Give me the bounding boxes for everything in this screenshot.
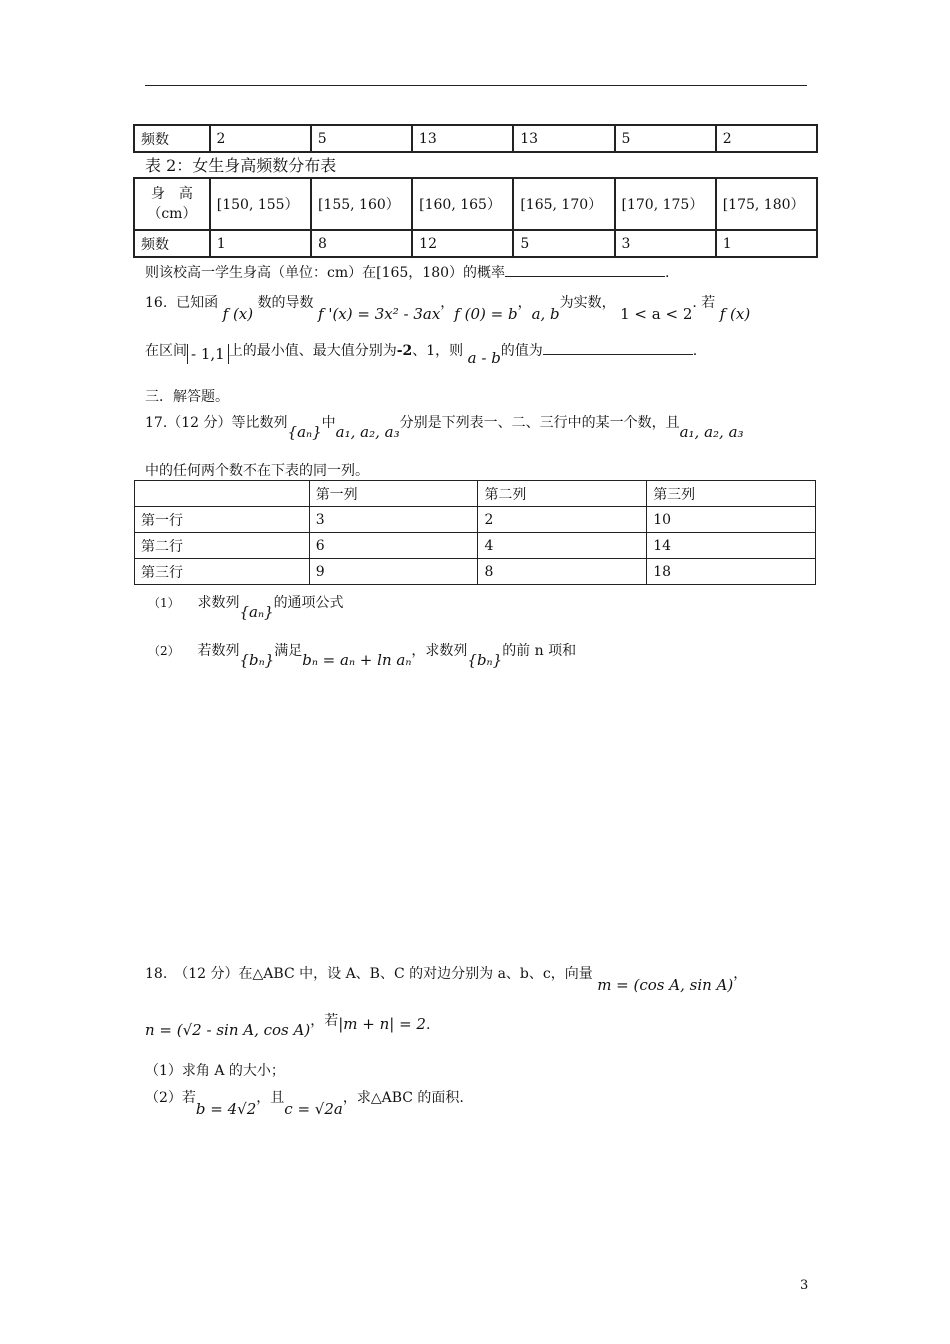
q17-cell: 3 (309, 507, 478, 533)
q17-cell: 4 (478, 533, 647, 559)
table1-cell: 13 (412, 125, 513, 152)
table2-header-height: 身 高 (150, 186, 193, 202)
q16-end: . (692, 343, 698, 359)
q18-dot: . (425, 1017, 431, 1033)
q16-interval-bracket (187, 344, 229, 364)
q16-text: 在区间 (145, 343, 187, 359)
q18-text: 18. （12 分）在△ABC 中，设 A、B、C 的对边分别为 a、b、c，向量 (145, 966, 593, 982)
q17-part1-an: {aₙ} (239, 603, 274, 621)
table1-frequency-row (133, 124, 818, 153)
q17-text: 17.（12 分）等比数列 (145, 415, 288, 431)
q17-a123: a₁, a₂, a₃ (335, 423, 400, 441)
q17-part2-text: 满足 (274, 643, 303, 659)
q16-text: 上的最小值、最大值分别为 (228, 343, 397, 359)
q18-part2-text: ，且 (256, 1090, 285, 1106)
q17-cell: 6 (309, 533, 478, 559)
q17-cell: 9 (309, 559, 478, 585)
table1-cell: 13 (513, 125, 614, 152)
table2-range: [175, 180） (716, 178, 817, 230)
table2-header-unit: （cm） (147, 206, 197, 222)
table2-header-cell (134, 178, 210, 230)
q17-line2: 中的任何两个数不在下表的同一列。 (145, 463, 369, 479)
table2-caption: 表 2：女生身高频数分布表 (145, 156, 337, 175)
q17-text: 中 (321, 415, 336, 431)
table2-range: [170, 175） (615, 178, 716, 230)
q16-interval: - 1,1 (191, 345, 225, 363)
table2-freq: 5 (513, 230, 614, 257)
q18-line1 (145, 963, 748, 994)
q16-comma: ， (517, 295, 532, 311)
q17-table (134, 480, 816, 585)
q17-cell: 第二行 (135, 533, 310, 559)
q17-cell: 2 (478, 507, 647, 533)
q17-part2-bn2: {bₙ} (467, 651, 503, 669)
q18-comma: ， (733, 966, 748, 982)
q16-number: 16. (145, 295, 168, 311)
q16-text: 、1，则 (412, 343, 464, 359)
q16-ab: a, b (531, 305, 560, 323)
q18-vector-n: n = (√2 - sin A, cos A) (145, 1021, 311, 1039)
q18-text: ，若 (310, 1013, 339, 1029)
q18-part2 (145, 1087, 464, 1118)
q18-c-value: c = √2a (284, 1100, 343, 1118)
table1-cell: 5 (311, 125, 412, 152)
q18-line2 (145, 1013, 431, 1040)
q18-part1: （1）求角 A 的大小； (145, 1063, 285, 1079)
q17-part1 (148, 592, 344, 621)
q17-header-cell (135, 481, 310, 507)
table2-freq-label: 频数 (134, 230, 210, 257)
q16-text: . 若 (692, 295, 716, 311)
q18-vector-m: m = (cos A, sin A) (597, 976, 734, 994)
q16-f0: f (0) = b (454, 305, 518, 323)
q17-an: {aₙ} (287, 423, 322, 441)
q15-tail-line (145, 262, 669, 282)
q17-part2-bn: {bₙ} (239, 651, 275, 669)
q17-part1-end: 的通项公式 (273, 595, 344, 611)
q17-part2-end: 的前 n 项和 (502, 643, 577, 659)
section-heading: 三．解答题。 (145, 389, 229, 405)
table2-freq: 1 (716, 230, 817, 257)
table1-freq-label: 频数 (134, 125, 210, 152)
q17-text: 分别是下列表一、二、三行中的某一个数，且 (399, 415, 680, 431)
q17-cell: 第三行 (135, 559, 310, 585)
q17-a123b: a₁, a₂, a₃ (679, 423, 744, 441)
table2-freq: 1 (210, 230, 311, 257)
table2-freq: 12 (412, 230, 513, 257)
q17-header-cell: 第三列 (647, 481, 816, 507)
q16-text: 数的导数 (257, 295, 314, 311)
table2-freq: 3 (615, 230, 716, 257)
q17-part2-text: ，求数列 (411, 643, 468, 659)
table2-height-distribution (133, 177, 818, 258)
q16-text: 已知函 (176, 295, 219, 311)
q15-end: . (665, 265, 670, 281)
q16-line2 (145, 340, 698, 367)
q17-part1-number: （1） (148, 596, 180, 610)
q17-header-cell: 第二列 (478, 481, 647, 507)
q17-line1 (145, 412, 744, 441)
q16-line1 (145, 292, 751, 323)
table1-cell: 2 (210, 125, 311, 152)
q18-condition: |m + n| = 2 (338, 1015, 426, 1033)
table1-cell: 2 (716, 125, 817, 152)
page-number: 3 (800, 1278, 809, 1293)
q18-part2-end: ，求△ABC 的面积. (342, 1090, 464, 1106)
q16-minval: -2 (396, 343, 413, 359)
answer-blank (543, 354, 693, 355)
table2-range: [155, 160） (311, 178, 412, 230)
q17-part2 (148, 640, 577, 669)
table2-freq: 8 (311, 230, 412, 257)
q17-cell: 10 (647, 507, 816, 533)
q16-text: 为实数， (559, 295, 616, 311)
q17-cell: 14 (647, 533, 816, 559)
table1-cell: 5 (615, 125, 716, 152)
q15-text: 则该校高一学生身高（单位：cm）在[165，180）的概率 (145, 265, 506, 281)
q16-fx: f (x) (222, 305, 254, 323)
q18-b-value: b = 4√2 (195, 1100, 257, 1118)
q17-header-cell: 第一列 (309, 481, 478, 507)
table2-range: [160, 165） (412, 178, 513, 230)
q17-cell: 8 (478, 559, 647, 585)
q17-cell: 18 (647, 559, 816, 585)
q16-condition: 1 < a < 2 (620, 305, 693, 323)
q17-part2-number: （2） (148, 644, 180, 658)
q16-comma: ， (440, 295, 455, 311)
q17-part2-equation: bₙ = aₙ + ln aₙ (302, 651, 412, 669)
q17-cell: 第一行 (135, 507, 310, 533)
table2-range: [150, 155） (210, 178, 311, 230)
header-rule (145, 85, 807, 86)
table2-range: [165, 170） (513, 178, 614, 230)
q17-part2-text: 若数列 (197, 643, 240, 659)
q16-derivative: f '(x) = 3x² - 3ax (318, 305, 441, 323)
q16-text: 的值为 (500, 343, 543, 359)
q16-fx2: f (x) (719, 305, 751, 323)
q16-amb: a - b (467, 349, 501, 367)
answer-blank (505, 276, 665, 277)
q17-part1-text: 求数列 (197, 595, 240, 611)
q18-part2-text: （2）若 (145, 1090, 196, 1106)
